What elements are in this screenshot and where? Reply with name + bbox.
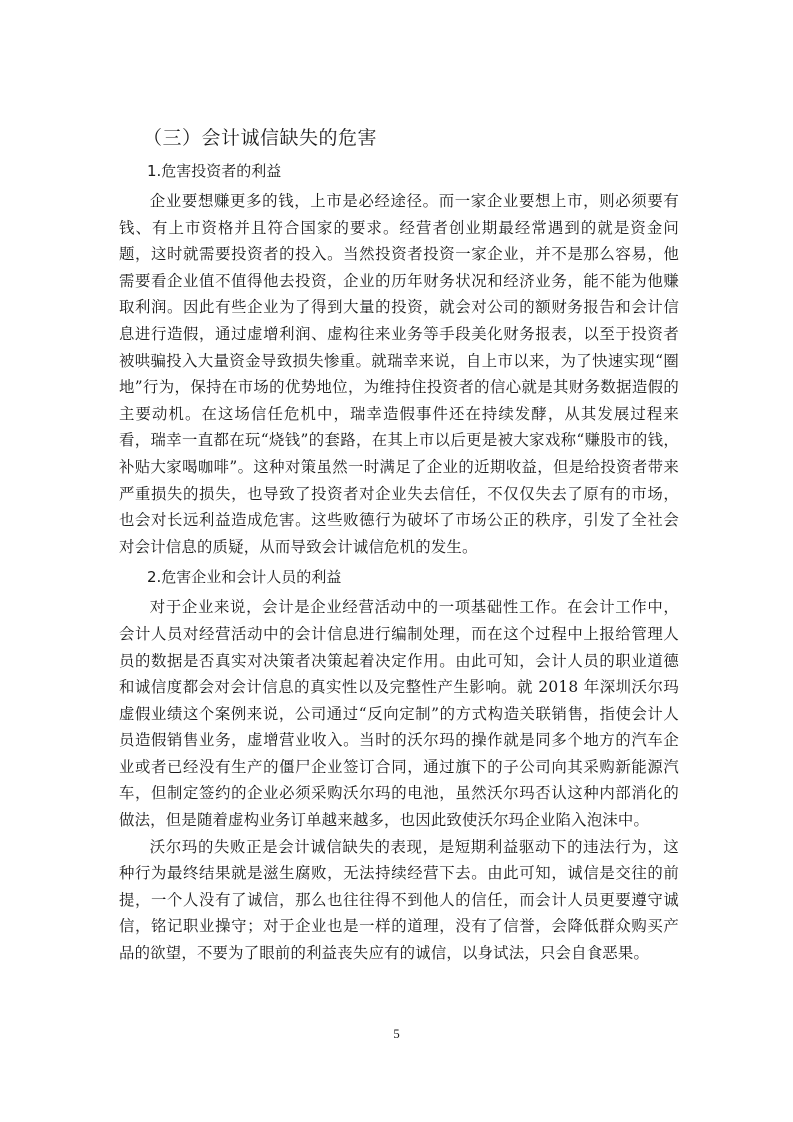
section-title: （三）会计诚信缺失的危害: [143, 127, 378, 149]
subsection-heading-enterprise: 2.危害企业和会计人员的利益: [147, 568, 342, 587]
paragraph-enterprise-2: 沃尔玛的失败正是会计诚信缺失的表现，是短期利益驱动下的违法行为，这种行为最终结果就是滋生腐败，无法持续经营下去。由此可知，诚信是交往的前提，一个人没有了诚信，那么也往往得不到他人的信任，而会计人员更要遵守诚信，铭记职业操守；对于企业也是一样的道理，没有了信誉，会降低群众购买产品的欲望，不要为了眼前的利益丧失应有的诚信，以身试法，只会自食恶果。: [119, 837, 679, 963]
page-number: 5: [393, 1026, 400, 1041]
paragraph-investors: 企业要想赚更多的钱，上市是必经途径。而一家企业要想上市，则必须要有钱、有上市资格并且符合国家的要求。经营者创业期最经常遇到的就是资金问题，这时就需要投资者的投入。当然投资者投资一家企业，并不是那么容易，他需要看企业值不值得他去投资，企业的历年财务状况和经济业务，能不能为他赚取利润。因此有些企业为了得到大量的投资，就会对公司的额财务报告和会计信息进行造假，通过虚增利润、虚构往来业务等手段美化财务报表，以至于投资者被哄骗投入大量资金导致损失惨重。就瑞幸来说，自上市以来，为了快速实现“圈地”行为，保持在市场的优势地位，为维持住投资者的信心就是其财务数据造假的主要动机。在这场信任危机中，瑞幸造假事件还在持续发酵，从其发展过程来看，瑞幸一直都在玩“烧钱”的套路，在其上市以后更是被大家戏称“赚股市的钱，补贴大家喝咖啡”。这种对策虽然一时满足了企业的近期收益，但是给投资者带来严重损失的损失，也导致了投资者对企业失去信任，不仅仅失去了原有的市场，也会对长远利益造成危害。这些败德行为破坏了市场公正的秩序，引发了全社会对会计信息的质疑，从而导致会计诚信危机的发生。: [119, 192, 679, 556]
subsection-heading-investors: 1.危害投资者的利益: [147, 162, 282, 180]
page-content: [119, 120, 679, 967]
paragraph-enterprise-1: 对于企业来说，会计是企业经营活动中的一项基础性工作。在会计工作中，会计人员对经营活动中的会计信息进行编制处理，而在这个过程中上报给管理人员的数据是否真实对决策者决策起着决定作用。由此可知，会计人员的职业道德和诚信度都会对会计信息的真实性以及完整性产生影响。就 2018 年深圳沃尔玛虚假业绩这个案例来说，公司通过“反向定制”的方式构造关联销售，指使会计人员造假销售业务，虚增营业收入。当时的沃尔玛的操作就是同多个地方的汽车企业或者已经没有生产的僵尸企业签订合同，通过旗下的子公司向其采购新能源汽车，但制定签约的企业必须采购沃尔玛的电池，虽然沃尔玛否认这种内部消化的做法，但是随着虚构业务订单越来越多，也因此致使沃尔玛企业陷入泡沫中。: [119, 598, 679, 830]
